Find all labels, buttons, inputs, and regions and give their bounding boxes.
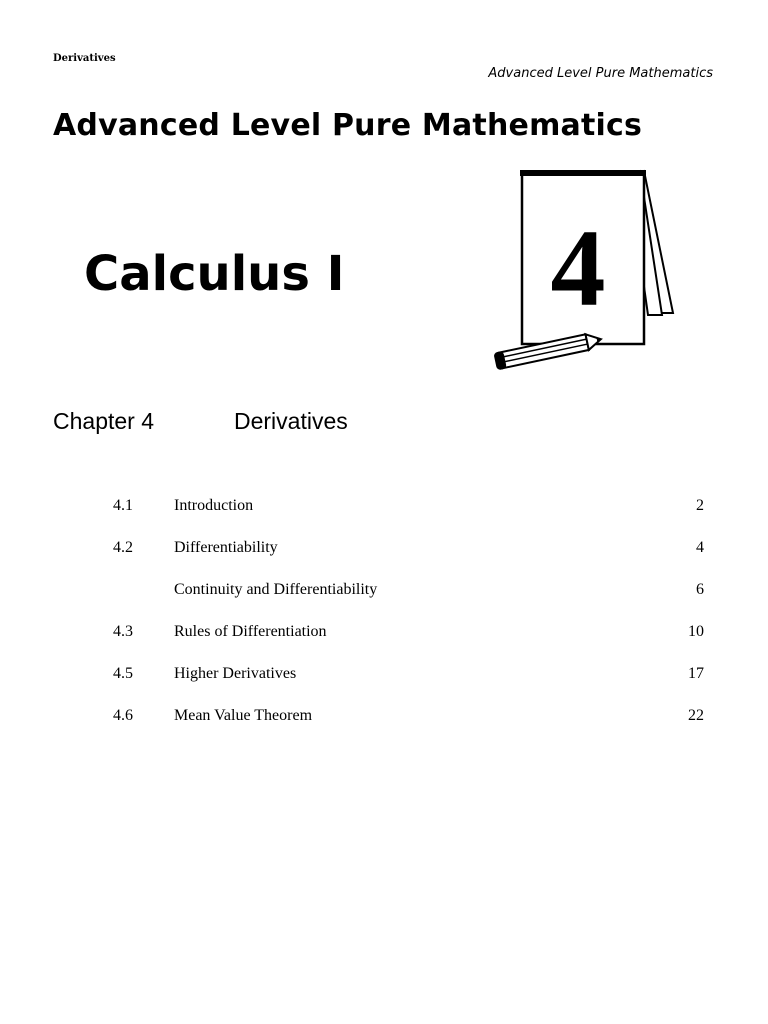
toc-page-number: 2 — [696, 497, 704, 514]
main-title: Advanced Level Pure Mathematics — [53, 108, 643, 143]
chapter-name: Derivatives — [234, 408, 348, 434]
toc-row — [0, 581, 768, 603]
toc-section-title: Higher Derivatives — [174, 665, 297, 682]
toc-page-number: 4 — [696, 539, 704, 556]
toc-row — [0, 623, 768, 645]
toc-row — [0, 707, 768, 729]
toc-row — [0, 497, 768, 519]
chapter-label: Chapter 4 — [53, 408, 155, 434]
toc-section-number: 4.5 — [113, 665, 133, 682]
running-header-right: Advanced Level Pure Mathematics — [488, 66, 713, 81]
toc-page-number: 6 — [696, 581, 704, 598]
toc-section-number: 4.1 — [113, 497, 133, 514]
toc-section-title: Continuity and Differentiability — [174, 581, 378, 598]
toc-row — [0, 539, 768, 561]
toc-section-number: 4.3 — [113, 623, 133, 640]
toc-page-number: 17 — [688, 665, 704, 682]
toc-page-number: 10 — [688, 623, 704, 640]
toc-page-number: 22 — [688, 707, 704, 724]
toc-section-title: Mean Value Theorem — [174, 707, 313, 724]
toc-row — [0, 665, 768, 687]
chapter-number-glyph: 4 — [550, 207, 606, 329]
toc-section-title: Differentiability — [174, 539, 278, 556]
toc-section-title: Introduction — [174, 497, 254, 514]
toc-section-number: 4.6 — [113, 707, 133, 724]
toc-section-title: Rules of Differentiation — [174, 623, 327, 640]
book-title: Calculus I — [84, 246, 345, 302]
toc-section-number: 4.2 — [113, 539, 133, 556]
running-header-left: Derivatives — [53, 53, 116, 64]
